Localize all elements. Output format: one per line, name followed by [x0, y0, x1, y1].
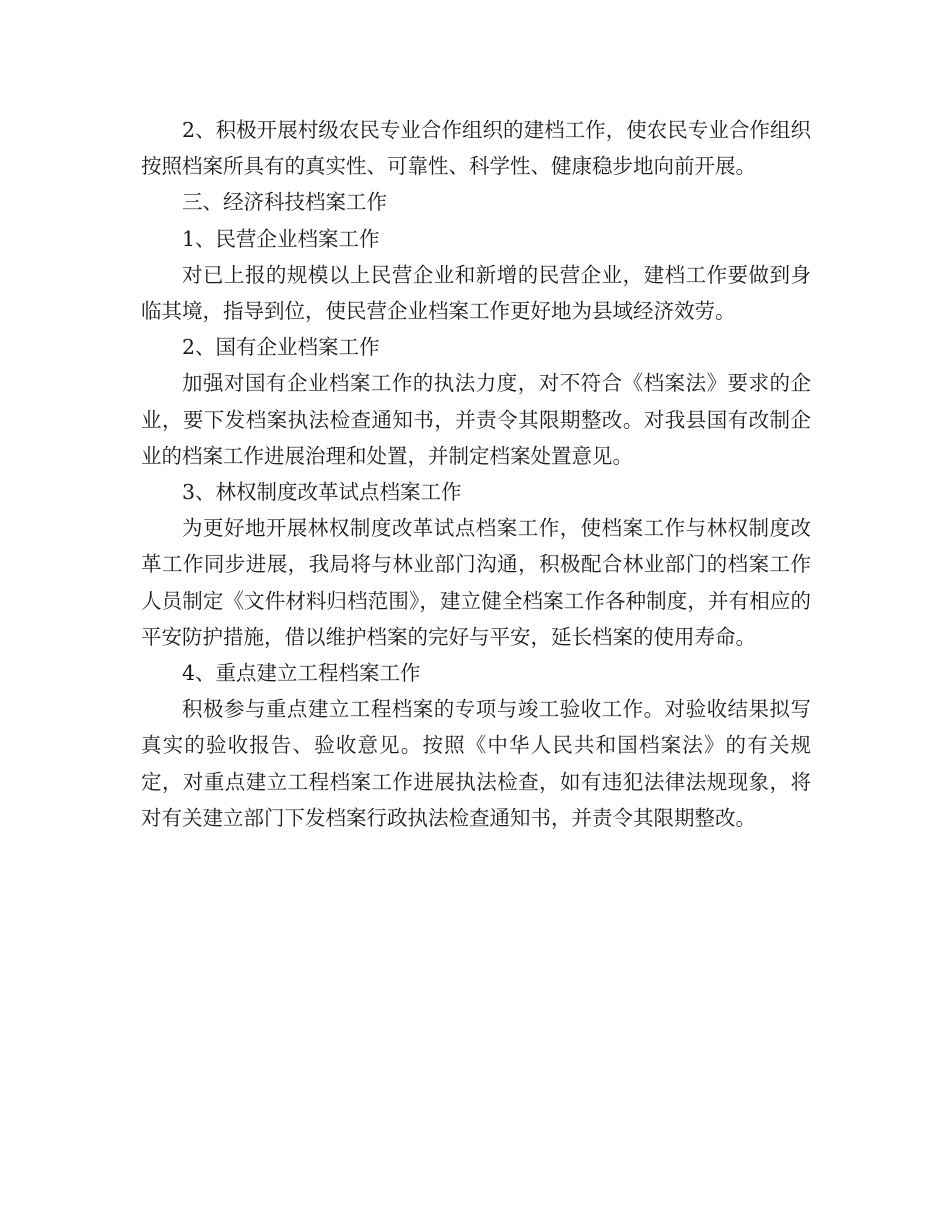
paragraph-1: 2、积极开展村级农民专业合作组织的建档工作，使农民专业合作组织按照档案所具有的真实性、可靠性、科学性、健康稳步地向前开展。 [141, 118, 811, 179]
subheading-forest-rights: 3、林权制度改革试点档案工作 [182, 480, 462, 505]
paragraph-private-enterprise: 对已上报的规模以上民营企业和新增的民营企业，建档工作要做到身临其境，指导到位，使民营企业档案工作更好地为县域经济效劳。 [141, 262, 811, 324]
document-body [141, 112, 811, 836]
paragraph-key-projects: 积极参与重点建立工程档案的专项与竣工验收工作。对验收结果拟写真实的验收报告、验收意见。按照《中华人民共和国档案法》的有关规定，对重点建立工程档案工作进展执法检查，如有违犯法律法规现象，将对有关建立部门下发档案行政执法检查通知书，并责令其限期整改。 [141, 697, 811, 830]
paragraph-forest-rights: 为更好地开展林权制度改革试点档案工作，使档案工作与林权制度改革工作同步进展，我局将与林业部门沟通，积极配合林业部门的档案工作人员制定《文件材料归档范围》，建立健全档案工作各种制度，并有相应的平安防护措施，借以维护档案的完好与平安，延长档案的使用寿命。 [141, 516, 811, 649]
subheading-private-enterprise: 1、民营企业档案工作 [182, 226, 380, 251]
section-heading-3: 三、经济科技档案工作 [182, 190, 387, 215]
paragraph-state-enterprise: 加强对国有企业档案工作的执法力度，对不符合《档案法》要求的企业，要下发档案执法检查通知书，并责令其限期整改。对我县国有改制企业的档案工作进展治理和处置，并制定档案处置意见。 [141, 371, 811, 468]
subheading-key-projects: 4、重点建立工程档案工作 [182, 661, 421, 686]
subheading-state-enterprise: 2、国有企业档案工作 [182, 335, 380, 360]
